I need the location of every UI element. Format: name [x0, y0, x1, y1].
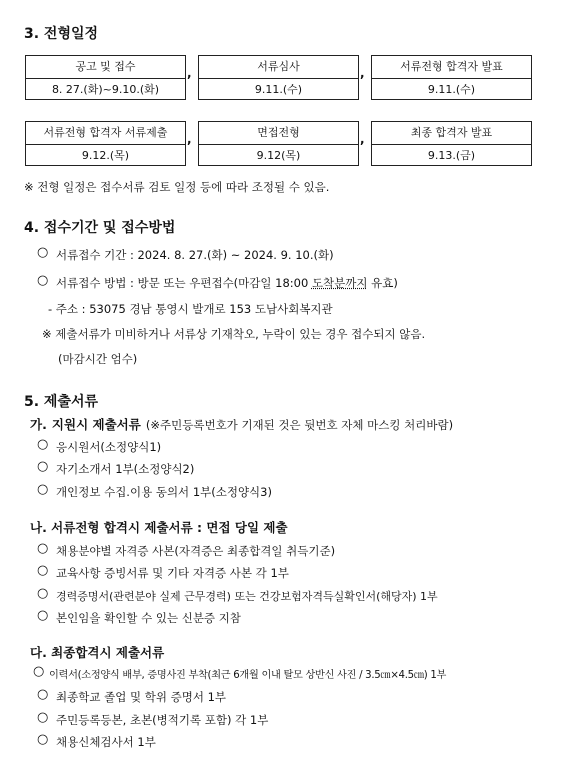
- schedule-box-title: 공고 및 접수: [26, 56, 185, 79]
- subsection-ga-title: 지원시 제출서류: [51, 417, 141, 432]
- schedule-box-date: 9.11.(수): [427, 83, 476, 96]
- schedule-separator: ,: [187, 66, 192, 80]
- schedule-box-2: [198, 55, 359, 100]
- schedule-box-date: 9.11.(수): [254, 83, 303, 96]
- schedule-box-date: 9.12.(목): [81, 149, 130, 162]
- schedule-note: ※ 전형 일정은 접수서류 검토 일정 등에 따라 조정될 수 있음.: [24, 180, 330, 194]
- circle-bullet-icon: ○: [37, 482, 49, 497]
- application-period: 서류접수 기간 : 2024. 8. 27.(화) ~ 2024. 9. 10.(화): [56, 248, 334, 262]
- circle-bullet-icon: ○: [33, 664, 45, 679]
- subsection-ga-note: (※주민등록번호가 기재된 것은 뒷번호 자체 마스킹 처리바람): [145, 418, 454, 432]
- section-5-title: 5. 제출서류: [24, 394, 99, 410]
- list-item: 개인정보 수집.이용 동의서 1부(소정양식3): [56, 485, 272, 499]
- subsection-na-title: 나. 서류전형 합격시 제출서류 : 면접 당일 제출: [30, 520, 288, 535]
- subsection-ga-heading: [30, 414, 453, 433]
- circle-bullet-icon: ○: [37, 586, 49, 601]
- section-3-title: 3. 전형일정: [24, 26, 99, 42]
- circle-bullet-icon: ○: [37, 245, 49, 260]
- schedule-separator: ,: [187, 132, 192, 146]
- list-item: 본인임을 확인할 수 있는 신분증 지참: [56, 611, 241, 625]
- list-item: 경력증명서(관련분야 실제 근무경력) 또는 건강보험자격득실확인서(해당자) 1부: [56, 590, 438, 603]
- list-item: 이력서(소정양식 배부, 증명사진 부착(최근 6개월 이내 탈모 상반신 사진 / 3.5㎝×4.5㎝) 1부: [49, 670, 447, 681]
- incomplete-docs-note: ※ 제출서류가 미비하거나 서류상 기재착오, 누락이 있는 경우 접수되지 않음.: [42, 327, 426, 341]
- schedule-separator: ,: [360, 66, 365, 80]
- address-line: - 주소 : 53075 경남 통영시 발개로 153 도남사회복지관: [48, 302, 333, 316]
- method-prefix: 서류접수 방법 : 방문 또는 우편접수(마감일 18:00: [56, 276, 312, 290]
- list-item: 교육사항 증빙서류 및 기타 자격증 사본 각 1부: [56, 566, 289, 580]
- list-item: 채용분야별 자격증 사본(자격증은 최종합격일 취득기준): [56, 544, 336, 558]
- schedule-box-date: 8. 27.(화)~9.10.(화): [51, 83, 160, 96]
- list-item: 채용신체검사서 1부: [56, 735, 156, 749]
- section-4-title: 4. 접수기간 및 접수방법: [24, 220, 176, 236]
- list-item: 주민등록등본, 초본(병적기록 포함) 각 1부: [56, 713, 269, 727]
- schedule-box-title: 면접전형: [199, 122, 358, 145]
- schedule-box-title: 서류전형 합격자 서류제출: [26, 122, 185, 145]
- circle-bullet-icon: ○: [37, 459, 49, 474]
- subsection-da-title: 다. 최종합격시 제출서류: [30, 645, 165, 660]
- subsection-ga-prefix: 가.: [30, 417, 47, 432]
- list-item: 자기소개서 1부(소정양식2): [56, 462, 195, 476]
- list-item: 최종학교 졸업 및 학위 증명서 1부: [56, 690, 227, 704]
- circle-bullet-icon: ○: [37, 563, 49, 578]
- circle-bullet-icon: ○: [37, 608, 49, 623]
- circle-bullet-icon: ○: [37, 541, 49, 556]
- schedule-box-6: [371, 121, 532, 166]
- schedule-box-title: 최종 합격자 발표: [372, 122, 531, 145]
- circle-bullet-icon: ○: [37, 437, 49, 452]
- circle-bullet-icon: ○: [37, 687, 49, 702]
- schedule-box-date: 9.13.(금): [427, 149, 476, 162]
- schedule-box-3: [371, 55, 532, 100]
- schedule-box-title: 서류심사: [199, 56, 358, 79]
- schedule-box-4: [25, 121, 186, 166]
- schedule-box-title: 서류전형 합격자 발표: [372, 56, 531, 79]
- deadline-note: (마감시간 엄수): [58, 352, 138, 366]
- method-emphasis: 도착분까지: [311, 276, 368, 290]
- schedule-box-date: 9.12(목): [256, 149, 301, 162]
- circle-bullet-icon: ○: [37, 273, 49, 288]
- schedule-box-1: [25, 55, 186, 100]
- list-item: 응시원서(소정양식1): [56, 440, 162, 454]
- schedule-box-5: [198, 121, 359, 166]
- method-suffix: 유효): [367, 276, 398, 290]
- schedule-separator: ,: [360, 132, 365, 146]
- circle-bullet-icon: ○: [37, 710, 49, 725]
- circle-bullet-icon: ○: [37, 732, 49, 747]
- application-method: [56, 275, 398, 291]
